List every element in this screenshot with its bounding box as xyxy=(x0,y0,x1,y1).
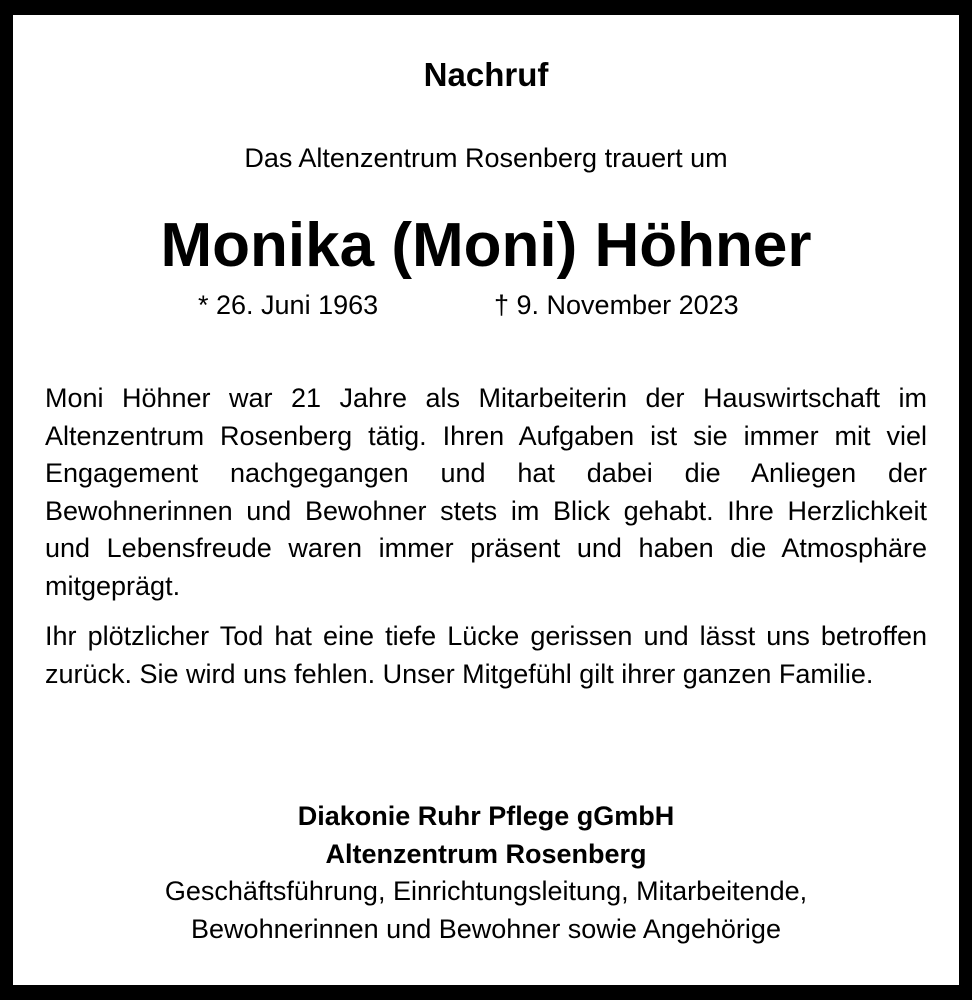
intro-line: Das Altenzentrum Rosenberg trauert um xyxy=(244,143,728,173)
obituary-notice xyxy=(13,15,959,985)
death-date: † 9. November 2023 xyxy=(494,290,739,320)
signature-line-1: Geschäftsführung, Einrichtungsleitung, Mitarbeitende, xyxy=(164,876,808,906)
deceased-name: Monika (Moni) Höhner xyxy=(160,211,812,280)
birth-date: * 26. Juni 1963 xyxy=(198,290,379,320)
signature-organization: Diakonie Ruhr Pflege gGmbH xyxy=(297,801,675,831)
body-paragraph-2: Ihr plötzlicher Tod hat eine tiefe Lücke gerissen und lässt uns betroffen zurück. Sie wird uns fehlen. Unser Mitgefühl gilt ihrer ganzen Familie. xyxy=(45,621,927,689)
body-paragraph-1: Moni Höhner war 21 Jahre als Mitarbeiterin der Hauswirtschaft im Altenzentrum Rosenberg tätig. Ihren Aufgaben ist sie immer mit viel Engagement nachgegangen und hat dabei die Anliegen der Bewohnerinnen und Bewohner stets im Blick gehabt. Ihre Herzlichkeit und Lebensfreude waren immer präsent und haben die Atmosphäre mitgeprägt. xyxy=(45,383,927,601)
notice-heading: Nachruf xyxy=(423,56,549,93)
signature-block xyxy=(13,798,959,948)
signature-facility: Altenzentrum Rosenberg xyxy=(325,838,647,869)
signature-line-2: Bewohnerinnen und Bewohner sowie Angehörige xyxy=(191,913,781,944)
